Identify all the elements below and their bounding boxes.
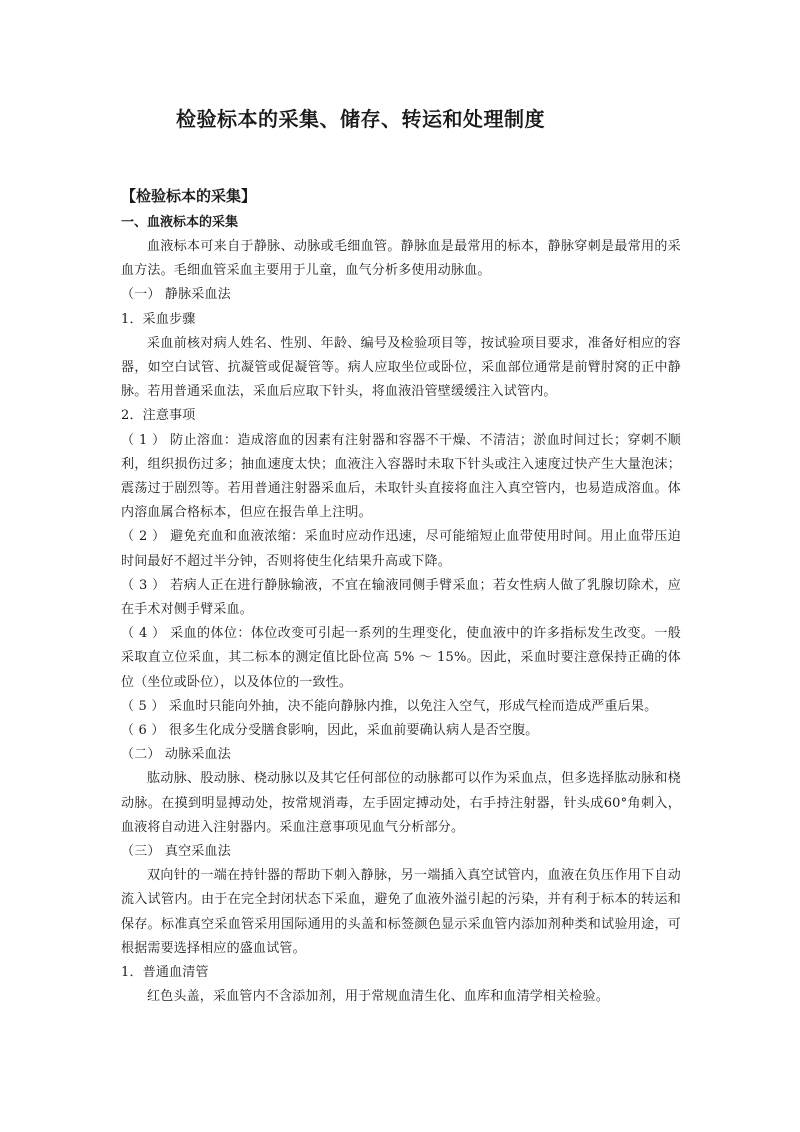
arterial-paragraph: 肱动脉、股动脉、桡动脉以及其它任何部位的动脉都可以作为采血点，但多选择肱动脉和桡动脉。在摸到明显搏动处，按常规消毒，左手固定搏动处，右手持注射器，针头成60°角刺入，血液将自动进入注射器内。采血注意事项见血气分析部分。 xyxy=(121,771,681,835)
steps-heading: 1．采血步骤 xyxy=(121,311,196,327)
venous-heading: （一） 静脉采血法 xyxy=(121,287,231,303)
intro-paragraph: 血液标本可来自于静脉、动脉或毛细血管。静脉血是最常用的标本，静脉穿刺是最常用的采血方法。毛细血管采血主要用于儿童，血气分析多使用动脉血。 xyxy=(121,239,681,279)
note-6: （ 6 ） 很多生化成分受膳食影响，因此，采血前要确认病人是否空腹。 xyxy=(121,723,539,739)
serum-tube-heading: 1．普通血清管 xyxy=(121,965,209,981)
note-1: （ 1 ） 防止溶血：造成溶血的因素有注射器和容器不干燥、不清洁；淤血时间过长；穿刺不顺利，组织损伤过多；抽血速度太快；血液注入容器时未取下针头或注入速度过快产生大量泡沫；震荡过于剧烈等。若用普通注射器采血后，未取针头直接将血注入真空管内，也易造成溶血。体内溶血属合格标本，但应在报告单上注明。 xyxy=(121,432,681,521)
document-title: 检验标本的采集、储存、转运和处理制度 xyxy=(176,107,545,131)
note-3: （ 3 ） 若病人正在进行静脉输液，不宜在输液同侧手臂采血；若女性病人做了乳腺切除术，应在手术对侧手臂采血。 xyxy=(121,577,681,618)
note-2: （ 2 ） 避免充血和血液浓缩：采血时应动作迅速，尽可能缩短止血带使用时间。用止血带压迫时间最好不超过半分钟，否则将使生化结果升高或下降。 xyxy=(121,529,681,569)
section-heading: 【检验标本的采集】 xyxy=(121,187,257,205)
steps-paragraph: 采血前核对病人姓名、性别、年龄、编号及检验项目等，按试验项目要求，准备好相应的容器，如空白试管、抗凝管或促凝管等。病人应取坐位或卧位，采血部位通常是前臂肘窝的正中静脉。若用普通采血法，采血后应取下针头，将血液沿管壁缓缓注入试管内。 xyxy=(121,335,681,400)
note-4: （ 4 ） 采血的体位：体位改变可引起一系列的生理变化，使血液中的许多指标发生改变。一般采取直立位采血，其二标本的测定值比卧位高 5% ～ 15%。因此，采血时要注意保持正确的体位（坐位或卧位），以及体位的一致性。 xyxy=(121,626,681,690)
vacuum-heading: （三） 真空采血法 xyxy=(121,844,231,860)
vacuum-paragraph: 双向针的一端在持针器的帮助下刺入静脉，另一端插入真空试管内，血液在负压作用下自动流入试管内。由于在完全封闭状态下采血，避免了血液外溢引起的污染，并有利于标本的转运和保存。标准真空采血管采用国际通用的头盖和标签颜色显示采血管内添加剂种类和试验用途，可根据需要选择相应的盛血试管。 xyxy=(121,868,681,956)
notes-heading: 2．注意事项 xyxy=(121,408,196,424)
note-5: （ 5 ） 采血时只能向外抽，决不能向静脉内推，以免注入空气，形成气栓而造成严重后果。 xyxy=(121,698,658,714)
part1-heading: 一、血液标本的采集 xyxy=(121,215,239,230)
document-body xyxy=(121,183,681,1010)
serum-tube-paragraph: 红色头盖，采血管内不含添加剂，用于常规血清生化、血库和血清学相关检验。 xyxy=(147,989,610,1005)
arterial-heading: （二） 动脉采血法 xyxy=(121,747,231,763)
